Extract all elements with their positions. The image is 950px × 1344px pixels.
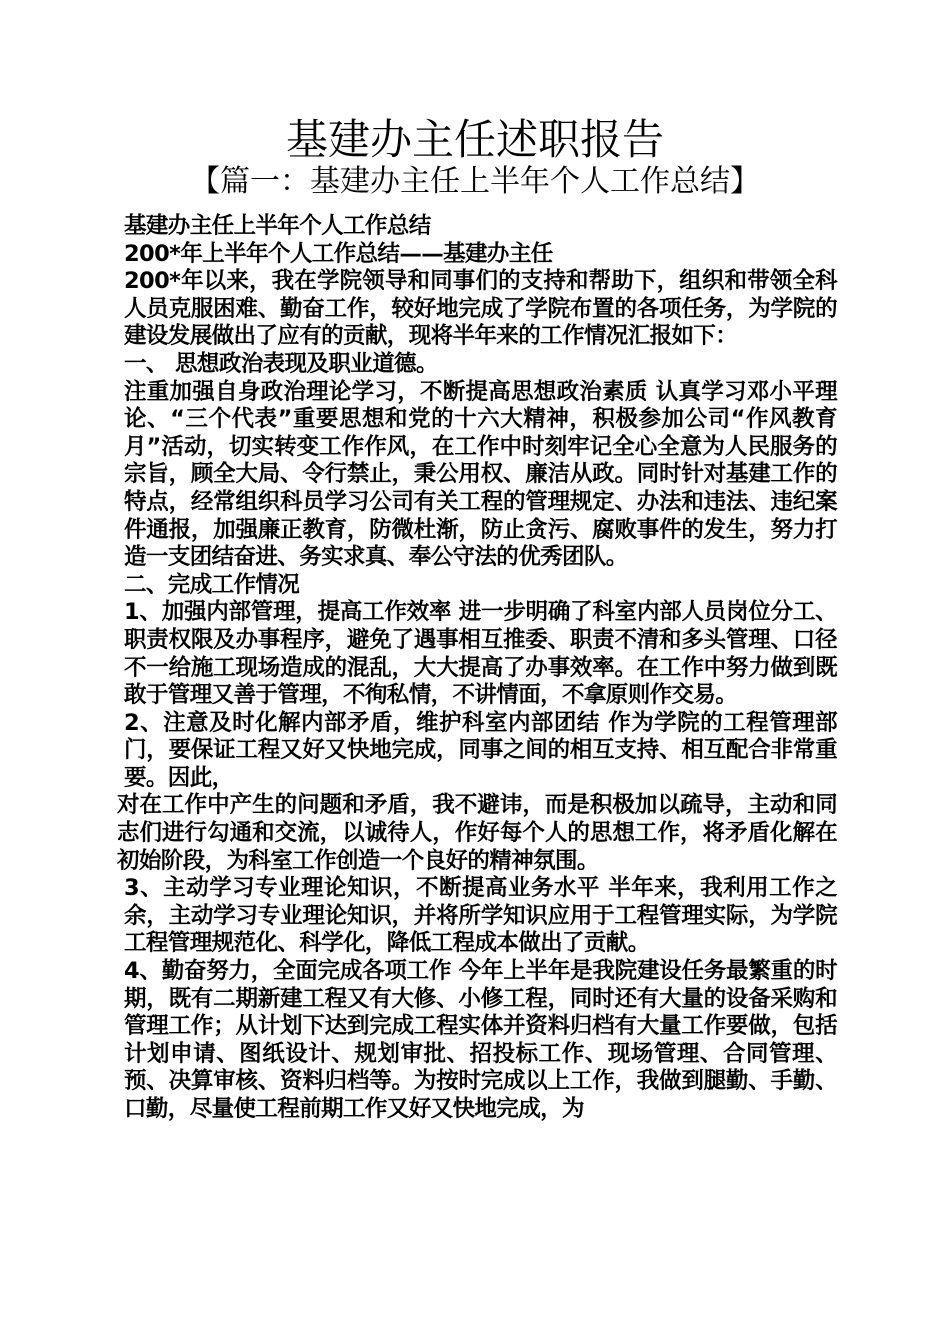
paragraph-item-4: 4、勤奋努力，全面完成各项工作 今年上半年是我院建设任务最繁重的时期，既有二期新建工程又有大修、小修工程，同时还有大量的设备采购和管理工作；从计划下达到完成工程实体并资料归档有大量工作要做，包括计划申请、图纸设计、规划审批、招投标工作、现场管理、合同管理、预、决算审核、资料归档等。为按时完成以上工作，我做到腿勤、手勤、口勤，尽量使工程前期工作又好又快地完成，为 xyxy=(124,958,837,1122)
paragraph-item-3: 3、主动学习专业理论知识，不断提高业务水平 半年来，我利用工作之余，主动学习专业理论知识，并将所学知识应用于工程管理实际，为学院工程管理规范化、科学化，降低工程成本做出了贡献。 xyxy=(124,875,837,957)
paragraph-item-1: 1、加强内部管理，提高工作效率 进一步明确了科室内部人员岗位分工、职责权限及办事程序，避免了遇事相互推委、职责不清和多头管理、口径不一给施工现场造成的混乱，大大提高了办事效率。在工作中努力做到既敢于管理又善于管理，不徇私情，不讲情面，不拿原则作交易。 xyxy=(124,599,837,709)
paragraph-item-2-continued: 对在工作中产生的问题和矛盾，我不避讳，而是积极加以疏导，主动和同志们进行勾通和交流，以诚待人，作好每个人的思想工作，将矛盾化解在初始阶段，为科室工作创造一个良好的精神氛围。 xyxy=(117,792,837,874)
report-heading: 200*年上半年个人工作总结——基建办主任 xyxy=(124,240,553,267)
paragraph-intro: 200*年以来，我在学院领导和同事们的支持和帮助下，组织和带领全科人员克服困难、勤奋工作，较好地完成了学院布置的各项任务，为学院的建设发展做出了应有的贡献，现将半年来的工作情况汇报如下： xyxy=(124,268,837,350)
heading-work-status: 二、完成工作情况 xyxy=(124,571,300,598)
document-subtitle: 【篇一：基建办主任上半年个人工作总结】 xyxy=(190,164,760,199)
document-body xyxy=(117,213,837,1124)
paragraph-item-2: 2、注意及时化解内部矛盾，维护科室内部团结 作为学院的工程管理部门，要保证工程又好又快地完成，同事之间的相互支持、相互配合非常重要。因此， xyxy=(124,709,837,791)
section-heading: 基建办主任上半年个人工作总结 xyxy=(124,213,431,239)
heading-political: 一、 思想政治表现及职业道德。 xyxy=(124,350,438,377)
paragraph-political: 注重加强自身政治理论学习，不断提高思想政治素质 认真学习邓小平理论、“三个代表”重要思想和党的十六大精神，积极参加公司“作风教育月”活动，切实转变工作作风，在工作中时刻牢记全心全意为人民服务的宗旨，顾全大局、令行禁止，秉公用权、廉洁从政。同时针对基建工作的特点，经常组织科员学习公司有关工程的管理规定、办法和违法、违纪案件通报，加强廉正教育，防微杜渐，防止贪污、腐败事件的发生，努力打造一支团结奋进、务实求真、奉公守法的优秀团队。 xyxy=(124,378,837,571)
document-title: 基建办主任述职报告 xyxy=(285,115,664,164)
